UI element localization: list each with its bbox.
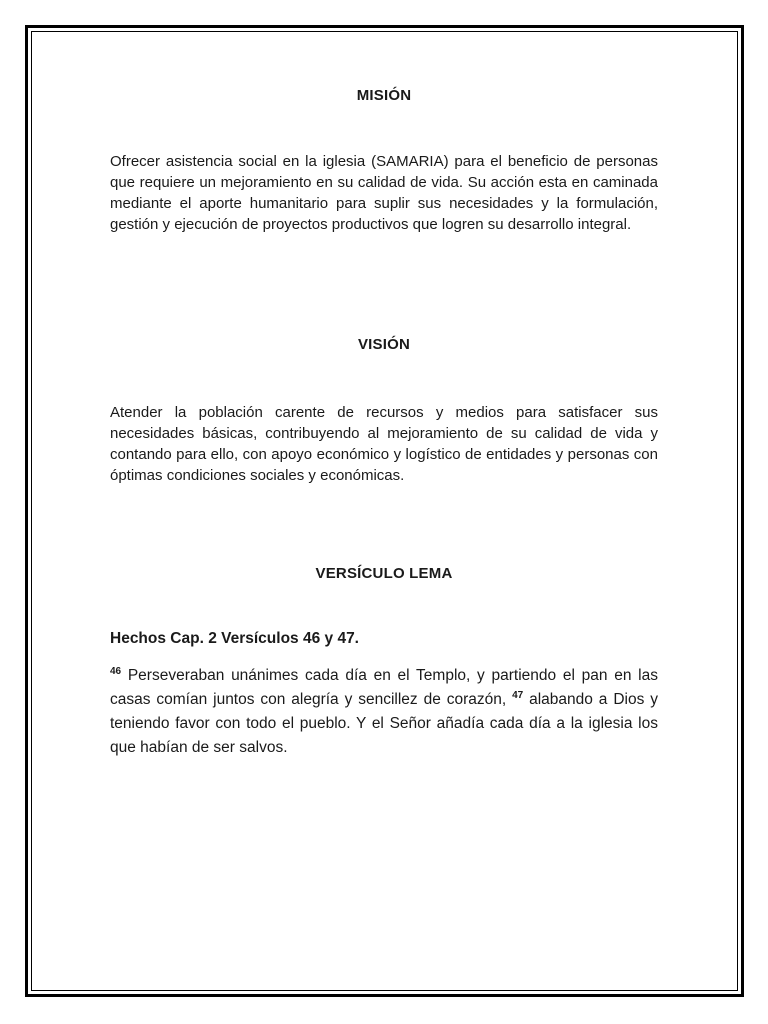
vision-heading: VISIÓN (357, 336, 411, 353)
verse-text (110, 664, 658, 760)
verse-46-text: Perseveraban unánimes cada día en el Templo, y partiendo el pan en las casas comían juntos con alegría y sencillez de corazón, (110, 667, 658, 708)
verse-number-47: 47 (512, 690, 524, 701)
verse-47-text: alabando a Dios y teniendo favor con todo el pueblo. Y el Señor añadía cada día a la iglesia los que habían de ser salvos. (110, 691, 658, 756)
vision-paragraph: Atender la población carente de recursos y medios para satisfacer sus necesidades básicas, contribuyendo al mejoramiento de su calidad de vida y contando para ello, con apoyo económico y logístico de entidades y personas con óptimas condiciones sociales y económicas. (110, 404, 658, 484)
mision-heading: MISIÓN (356, 87, 412, 104)
verse-number-46: 46 (110, 666, 122, 677)
verse-reference: Hechos Cap. 2 Versículos 46 y 47. (110, 630, 359, 647)
versiculo-heading: VERSÍCULO LEMA (315, 565, 453, 582)
mision-paragraph: Ofrecer asistencia social en la iglesia (SAMARIA) para el beneficio de personas que requiere un mejoramiento en su calidad de vida. Su acción esta en caminada mediante el aporte humanitario para suplir sus necesidades y la formulación, gestión y ejecución de proyectos productivos que logren su desarrollo integral. (110, 153, 658, 233)
